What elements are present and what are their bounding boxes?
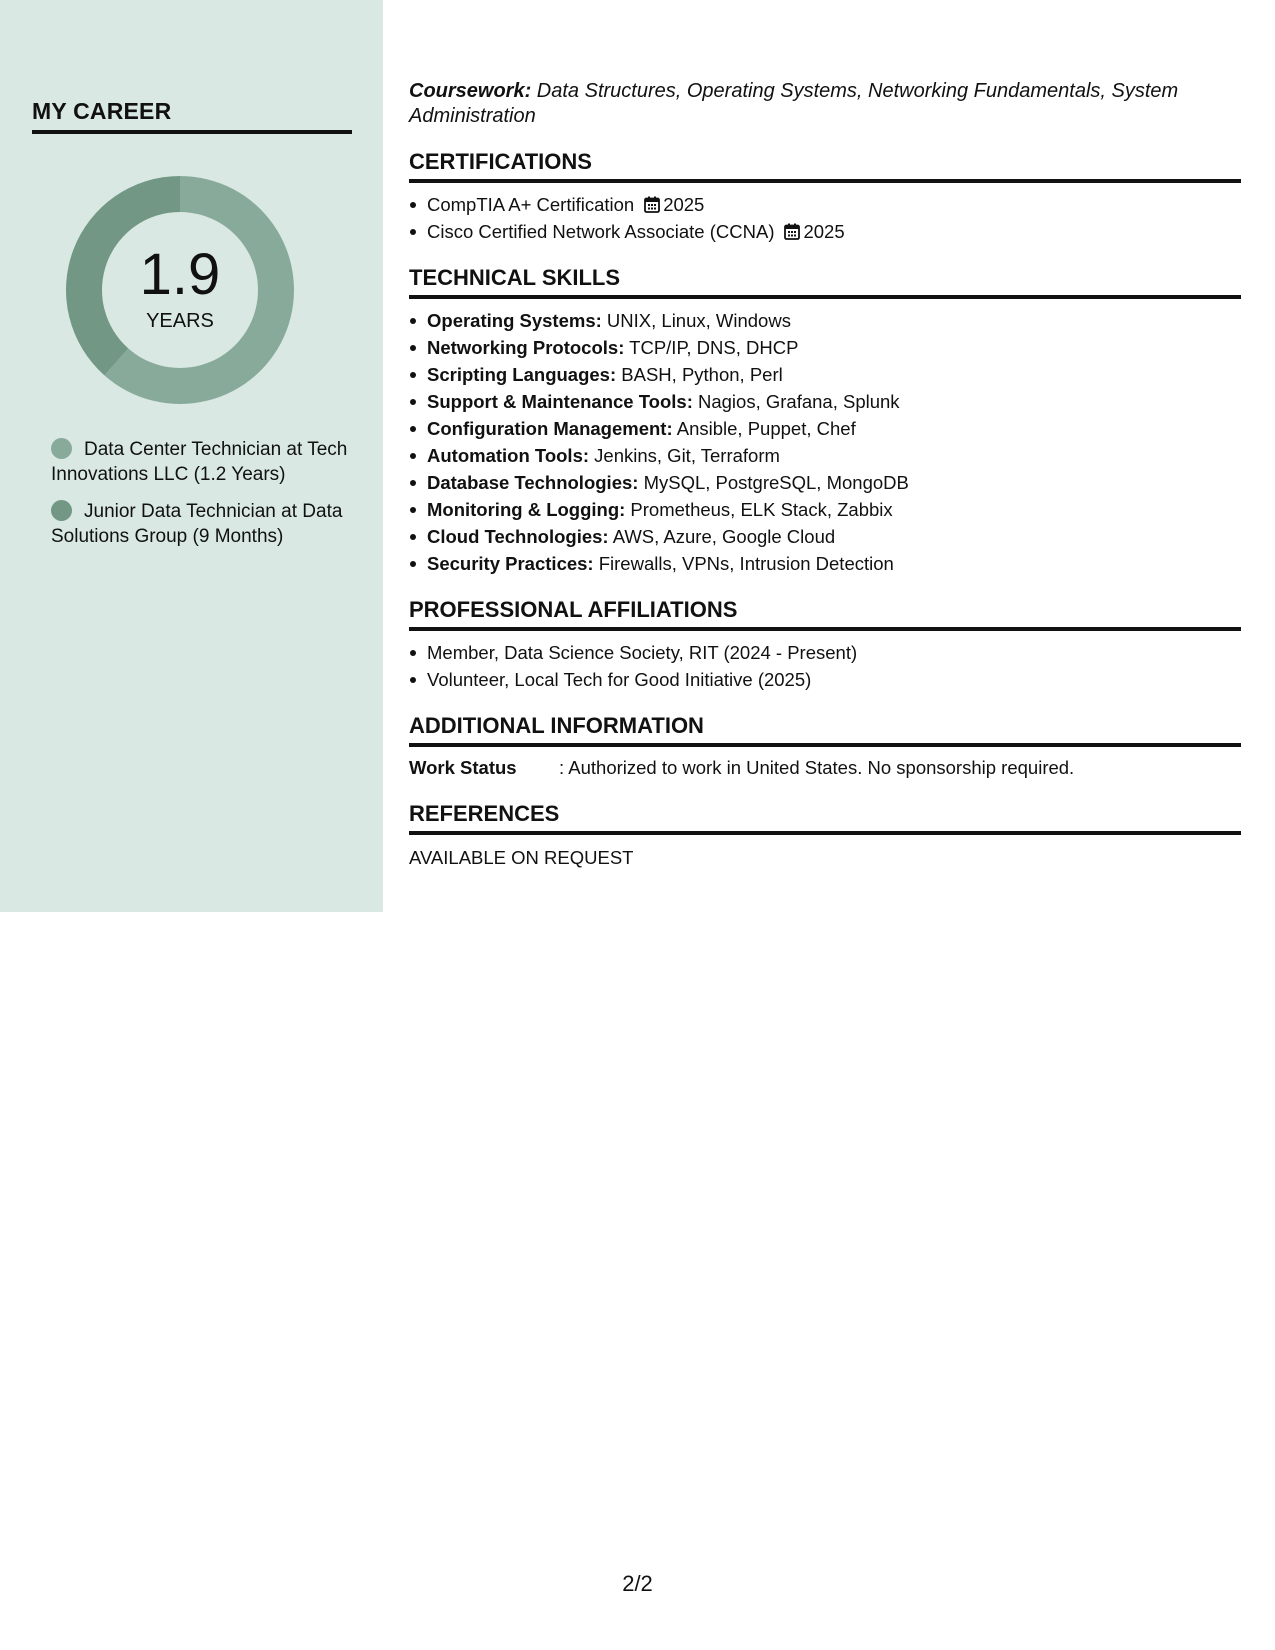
list-item [409,469,1241,496]
technical-skills-heading: TECHNICAL SKILLS [409,265,1241,299]
skill-label: Database Technologies: [427,472,639,493]
skill-value: TCP/IP, DNS, DHCP [624,337,799,358]
career-years-unit: YEARS [146,310,214,332]
certification-name: Cisco Certified Network Associate (CCNA) [427,221,775,242]
skill-value: UNIX, Linux, Windows [601,310,791,331]
list-item: Member, Data Science Society, RIT (2024 - Present) [409,639,1241,666]
career-legend-text: Data Center Technician at Tech Innovations LLC (1.2 Years) [51,439,348,485]
list-item [409,496,1241,523]
calendar-icon [784,223,800,240]
legend-dot-icon [51,438,72,459]
additional-info-heading: ADDITIONAL INFORMATION [409,713,1241,747]
career-legend-item [51,499,351,549]
skill-value: Ansible, Puppet, Chef [672,418,856,439]
list-item [409,550,1241,577]
certification-year: 2025 [663,194,705,215]
list-item [409,334,1241,361]
list-item [409,307,1241,334]
skill-value: Firewalls, VPNs, Intrusion Detection [593,553,894,574]
skill-value: BASH, Python, Perl [616,364,783,385]
career-title: MY CAREER [32,98,352,134]
coursework-label: Coursework: [409,80,532,102]
career-years-value: 1.9 [139,242,221,307]
skill-label: Automation Tools: [427,445,590,466]
references-heading: REFERENCES [409,801,1241,835]
certification-name: CompTIA A+ Certification [427,194,635,215]
list-item [409,442,1241,469]
career-legend-text: Junior Data Technician at Data Solutions Group (9 Months) [51,501,343,547]
resume-main-column [409,79,1241,871]
list-item: Volunteer, Local Tech for Good Initiative (2025) [409,666,1241,693]
coursework-text: Data Structures, Operating Systems, Networking Fundamentals, System Administration [409,80,1179,127]
skill-value: Nagios, Grafana, Splunk [692,391,900,412]
page-number: 2/2 [622,1571,653,1596]
list-item [409,218,1241,245]
certification-year: 2025 [803,221,845,242]
skill-label: Support & Maintenance Tools: [427,391,693,412]
certifications-list [409,191,1241,245]
skill-value: Prometheus, ELK Stack, Zabbix [625,499,893,520]
affiliations-list [409,639,1241,693]
references-text: AVAILABLE ON REQUEST [409,847,634,868]
career-donut-chart [66,176,294,404]
career-sidebar [0,0,383,912]
work-status-value: : Authorized to work in United States. No sponsorship required. [559,757,1075,778]
coursework-line [409,79,1241,129]
skill-label: Monitoring & Logging: [427,499,626,520]
skill-label: Networking Protocols: [427,337,625,358]
skill-label: Cloud Technologies: [427,526,609,547]
career-legend [51,437,351,561]
skill-label: Configuration Management: [427,418,673,439]
skill-label: Security Practices: [427,553,594,574]
skill-label: Scripting Languages: [427,364,617,385]
skill-label: Operating Systems: [427,310,602,331]
certifications-heading: CERTIFICATIONS [409,149,1241,183]
work-status-row [409,755,1241,781]
list-item [409,523,1241,550]
skill-value: AWS, Azure, Google Cloud [608,526,836,547]
list-item [409,415,1241,442]
work-status-label: Work Status [409,757,517,778]
skill-value: Jenkins, Git, Terraform [589,445,780,466]
calendar-icon [644,196,660,213]
affiliations-heading: PROFESSIONAL AFFILIATIONS [409,597,1241,631]
list-item [409,361,1241,388]
list-item [409,388,1241,415]
career-legend-item [51,437,351,487]
legend-dot-icon [51,500,72,521]
list-item [409,191,1241,218]
technical-skills-list [409,307,1241,577]
skill-value: MySQL, PostgreSQL, MongoDB [638,472,909,493]
